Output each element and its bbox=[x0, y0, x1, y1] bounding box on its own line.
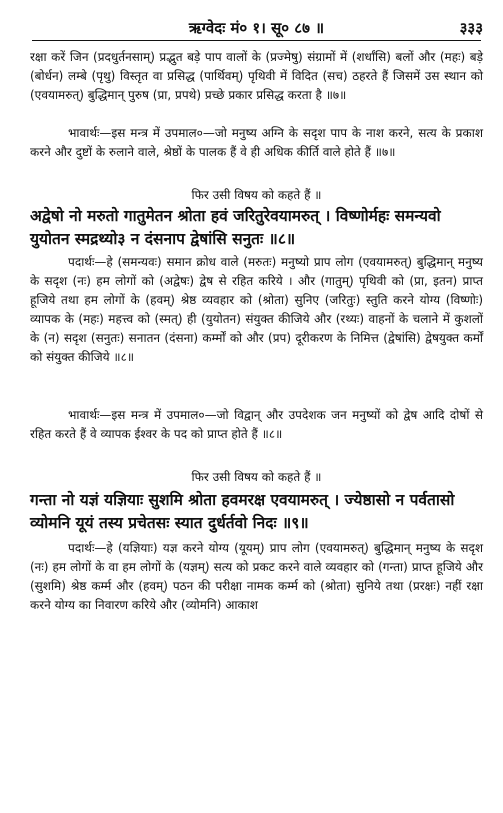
block-intro3 bbox=[30, 468, 483, 487]
paragraph-text: पदार्थः—हे (समन्यवः) समान क्रोध वाले (मरुतः) मनुष्यो प्राप लोग (एवयामरुत्) बुद्धिमान् मनुष्य के सदृश (नः) हम लोगों को (अद्वेषः) द्वेष से रहित करिये । और (गातुम्) पृथिवी को (प्रा, इतन) प्राप्त हूजिये तथा हम लोगों के (हवम्) श्रेष्ठ व्यवहार को (श्रोता) सुनिए (जरितुः) स्तुति करने योग्य (विष्णोः) व्यापक के (महः) महत्त्व को (स्मत्) ही (युयोतन) संयुक्त कीजिये और (रथ्यः) वाहनों के चलाने में कुशलों के (न) सदृश (सनुतः) सनातन (दंसना) कर्म्मों को और (प्रप) दूरीकरण के निमित्त (द्वेषांसि) द्वेषयुक्त कर्मों को संयुक्त कीजिये ॥८॥ bbox=[30, 255, 487, 364]
header-title: ऋग्वेदः मं० १। सू० ८७ ॥ bbox=[188, 19, 325, 37]
block-padartha3 bbox=[30, 539, 487, 615]
block-verse3 bbox=[30, 489, 483, 535]
verse-text: अद्वेषो नो मरुतो गातुमेतन श्रोता हवं जरितुरेवयामरुत् । विष्णोर्महः समन्यवो युयोतन स्मद्रथ्यो३ न दंसनाप द्वेषांसि सनुतः ॥८॥ bbox=[30, 207, 446, 248]
block-bhavartha1 bbox=[30, 124, 487, 162]
header-rule bbox=[32, 40, 481, 41]
block-verse2 bbox=[30, 205, 483, 251]
block-bhavartha2 bbox=[30, 406, 487, 444]
page-number: ३३३ bbox=[459, 19, 483, 37]
paragraph-text: भावार्थः—इस मन्त्र में उपमाल०—जो मनुष्य अग्नि के सदृश पाप के नाश करने, सत्य के प्रकाश करने और दुष्टों के रुलाने वाले, श्रेष्ठों के पालक हैं वे ही अधिक कीर्ति वाले होते हैं ॥७॥ bbox=[30, 126, 487, 159]
section-intro: फिर उसी विषय को कहते हैं ॥ bbox=[191, 188, 322, 202]
section-intro: फिर उसी विषय को कहते हैं ॥ bbox=[191, 470, 322, 484]
block-padartha2 bbox=[30, 253, 487, 367]
block-cont1 bbox=[30, 48, 487, 105]
verse-text: गन्ता नो यज्ञं यज्ञियाः सुशमि श्रोता हवमरक्ष एवयामरुत् । ज्येष्ठासो न पर्वतासो व्योमनि यूयं तस्य प्रचेतसः स्यात दुर्धर्तवो निदः ॥९॥ bbox=[30, 491, 460, 532]
paragraph-text: भावार्थः—इस मन्त्र में उपमाल०—जो विद्वान् और उपदेशक जन मनुष्यों को द्वेष आदि दोषों से रहित करते हैं वे व्यापक ईश्वर के पद को प्राप्त होते हैं ॥८॥ bbox=[30, 408, 487, 441]
running-header bbox=[30, 18, 483, 40]
paragraph-text: रक्षा करें जिन (प्रदधुर्तनसाम्) प्रद्भुत बड़े पाप वालों के (प्रज्मेषु) संग्रामों में (शर्धांसि) बलों और (महः) बड़े (बोर्धन) लम्बे (पृथु) विस्तृत वा प्रसिद्ध (पार्थिवम्) पृथिवी में विदित (सच) ठहरते हैं जिसमें उस स्थान को (एवयामरुत्) बुद्धिमान् पुरुष (प्रा, प्रपथे) प्रच्छे प्रकार प्रसिद्ध करता है ॥७॥ bbox=[30, 50, 487, 102]
block-intro2 bbox=[30, 186, 483, 205]
paragraph-text: पदार्थः—हे (यज्ञियाः) यज्ञ करने योग्य (यूयम्) प्राप लोग (एवयामरुत्) बुद्धिमान् मनुष्य के सदृश (नः) हम लोगों के वा हम लोगों के (यज्ञम्) सत्य को प्रकट करने वाले व्यवहार को (गन्ता) प्राप्त हूजिये और (सुशमि) श्रेष्ठ कर्म्म और (हवम्) पठन की परीक्षा नामक कर्म्म को (श्रोता) सुनिये तथा (प्ररक्षः) नहीं रक्षा करने योग्य का निवारण करिये और (व्योमनि) आकाश bbox=[30, 541, 487, 612]
